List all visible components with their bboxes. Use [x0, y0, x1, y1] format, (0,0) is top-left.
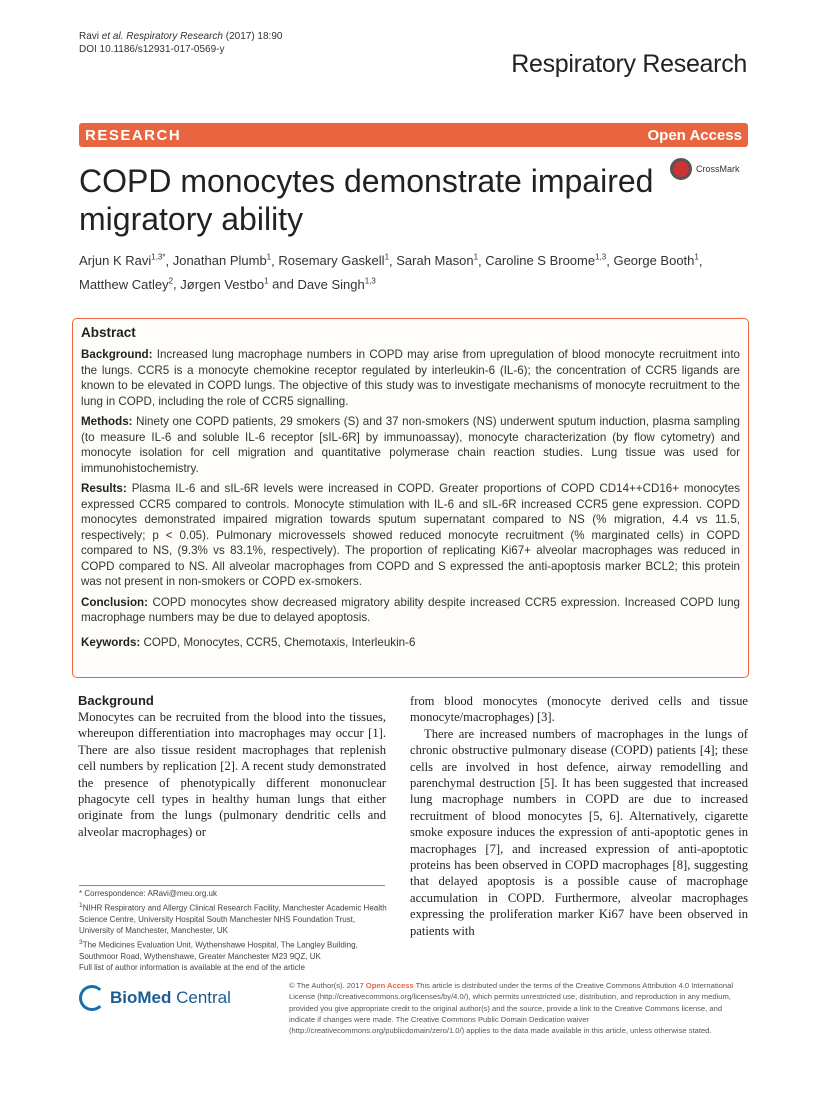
citation-volume: (2017) 18:90: [225, 31, 283, 42]
author-affiliation: 1: [266, 253, 272, 262]
author-affiliation: 1: [264, 276, 269, 286]
license-open-access: Open Access: [365, 981, 414, 990]
author: [79, 277, 173, 292]
section-heading: Background: [78, 693, 154, 708]
author-name: George Booth: [613, 253, 695, 269]
abstract-section: [81, 595, 740, 626]
abstract-section-label: Results:: [81, 482, 127, 495]
abstract-section-text: Increased lung macrophage numbers in COPD may arise from upregulation of blood monocyte recruitment into the lungs. CCR5 is a monocyte chemokine receptor regulated by interleukin-6 (IL-6); the concentration of CCR5 ligands are known to be elevated in COPD lungs. The objective of this study was to investigate mechanisms of monocyte recruitment to the lung in COPD, including the role of CCR5 signalling.: [81, 348, 740, 408]
bmc-logo-icon: [79, 985, 105, 1011]
abstract-section: [81, 414, 740, 476]
author-name: Caroline S Broome: [485, 253, 596, 269]
abstract-section-label: Methods:: [81, 415, 133, 428]
author: [278, 253, 389, 268]
abstract-section-label: Background:: [81, 348, 153, 361]
abstract-box: [72, 318, 749, 678]
citation-journal: Respiratory Research: [123, 31, 226, 42]
author: [613, 253, 698, 268]
publisher-bold: BioMed: [110, 988, 172, 1007]
author: [173, 253, 271, 268]
author-name: Dave Singh: [297, 276, 365, 292]
affiliation-text: NIHR Respiratory and Allergy Clinical Research Facility, Manchester Academic Health Science Centre, University Hospital South Manchester NHS Foundation Trust, University of Manchester, Manchester, UK: [79, 903, 387, 936]
open-access-label: Open Access: [647, 126, 742, 144]
article-type-band: [79, 123, 748, 147]
article-title: COPD monocytes demonstrate impaired migratory ability: [79, 163, 654, 237]
paragraph: There are increased numbers of macrophages in the lungs of chronic obstructive pulmonary disease (COPD) patients [4]; these cells are involved in host defence, airway remodelling and parenchymal destruction [5]. It has been suggested that increased lung macrophage numbers in COPD are due to increased recruitment of blood monocytes [5, 6]. Alternatively, cigarette smoke exposure induces the expression of anti-apoptotic genes in macrophages [7], and increased expression of anti-apoptotic proteins has been observed in COPD macrophages [8], suggesting that delayed apoptosis is a possible cause of macrophage accumulation in COPD. Furthermore, alveolar macrophages expressing the proliferation marker Ki67 have been observed in patients with: [410, 726, 748, 938]
abstract-section-label: Conclusion:: [81, 595, 148, 609]
author: [396, 253, 478, 268]
author-affiliation: 1: [473, 253, 479, 262]
author-affiliation: 1,3: [595, 253, 607, 262]
footnote-divider: [79, 885, 385, 886]
author-list: Arjun K Ravi$^{1,3*}$, Jonathan Plumb$^1$, Rosemary Gaskell$^1$, Sarah Mason$^1$, Caroline S Broome$^{1,3}$, George Booth$^1$, Matthew Catley$^2$, Jørgen Vestbo$^1$ and Dave Singh$^{1,3}$: [79, 253, 703, 292]
crossmark-icon: [670, 158, 692, 180]
license-body: This article is distributed under the terms of the Creative Commons Attribution 4.0 International License (http://creativecommons.org/licenses/by/4.0/), which permits unrestricted use, distribution, and reproduction in any medium, provided you give appropriate credit to the original author(s) and the source, provide a link to the Creative Commons license, and indicate if changes were made. The Creative Commons Public Domain Dedication waiver (http://creativecommons.org/publicdomain/zero/1.0/) applies to the data made available in this article, unless otherwise stated.: [289, 981, 734, 1036]
citation-etal: et al.: [101, 31, 124, 42]
author-name: Rosemary Gaskell: [278, 253, 385, 269]
abstract-section: [81, 347, 740, 409]
body-column-left: [78, 693, 386, 840]
abstract-section: [81, 635, 740, 651]
article-type: RESEARCH: [85, 126, 182, 144]
author-affiliation: 1,3*: [151, 253, 166, 262]
body-column-right: [410, 693, 748, 939]
author: [180, 277, 268, 292]
author-name: Arjun K Ravi: [79, 253, 152, 269]
author: [79, 253, 165, 268]
author: [485, 253, 606, 268]
abstract-section-text: Ninety one COPD patients, 29 smokers (S) and 37 non-smokers (NS) underwent sputum induction, plasma sampling (to measure IL-6 and soluble IL-6 receptor [sIL-6R] by immunoassay), monocyte characterization (by flow cytometry) and monocyte isolation for cell migration and quantitative polymerase chain reaction studies. Lung tissue was used for immunohistochemistry.: [81, 415, 740, 475]
paragraph: Monocytes can be recruited from the blood into the tissues, whereupon differentiation into macrophages may occur [1]. There are also tissue resident macrophages that replenish cell numbers by replication [2]. A recent study demonstrated the presence of phenotypically different mononuclear phagocyte cell types in healthy human lungs that either originate from the lungs (pulmonary dendritic cells and alveolar macrophages) or: [78, 710, 386, 839]
crossmark-label: CrossMark: [696, 164, 740, 174]
affiliation-3: $^3$The Medicines Evaluation Unit, Wythenshawe Hospital, The Langley Building, Southmoor Road, Wythenshawe, Greater Manchester M23 9QZ, UK: [79, 938, 358, 961]
affiliation-1: $^1$NIHR Respiratory and Allergy Clinical Research Facility, Manchester Academic Health Science Centre, University Hospital South Manchester NHS Foundation Trust, University of Manchester, Manchester, UK: [79, 901, 387, 936]
author-affiliation: 2: [168, 276, 174, 286]
author-name: Sarah Mason: [396, 253, 474, 269]
doi: DOI 10.1186/s12931-017-0569-y: [79, 44, 225, 55]
abstract-section-text: COPD, Monocytes, CCR5, Chemotaxis, Interleukin-6: [140, 635, 416, 649]
correspondence: * Correspondence: ARavi@meu.org.uk: [79, 889, 217, 898]
journal-name: Respiratory Research: [511, 50, 747, 78]
author-name: Jonathan Plumb: [172, 253, 267, 269]
author-affiliation: 1: [694, 253, 699, 262]
citation-author: Ravi: [79, 31, 102, 42]
affiliation-text: The Medicines Evaluation Unit, Wythenshawe Hospital, The Langley Building, Southmoor Road, Wythenshawe, Greater Manchester M23 9QZ, UK: [79, 940, 358, 961]
biomed-central-logo: [79, 985, 231, 1011]
author-affiliation: 1,3: [364, 276, 376, 286]
abstract-section: [81, 481, 740, 590]
abstract-section-label: Keywords:: [81, 635, 141, 649]
author-info-note: Full list of author information is available at the end of the article: [79, 963, 305, 973]
copyright: © The Author(s). 2017: [289, 981, 366, 990]
paragraph: from blood monocytes (monocyte derived cells and tissue monocyte/macrophages) [3].: [410, 694, 748, 725]
footnotes: [79, 888, 389, 974]
author-affiliation: 1: [384, 253, 390, 262]
publisher-rest: Central: [171, 988, 231, 1007]
abstract-section-text: COPD monocytes show decreased migratory ability despite increased CCR5 expression. Increased COPD lung macrophage numbers may be due to delayed apoptosis.: [81, 595, 740, 624]
author-name: Matthew Catley: [79, 276, 169, 292]
abstract-heading: Abstract: [81, 325, 136, 340]
crossmark-button[interactable]: [670, 158, 740, 180]
abstract-section-text: Plasma IL-6 and sIL-6R levels were increased in COPD. Greater proportions of COPD CD14++CD16+ monocytes expressed CCR5 compared to controls. Monocyte stimulation with IL-6 and sIL-6R increased CCR5 gene expression. COPD monocytes demonstrated impaired migration towards sputum supernatant compared to NS (% migration, 4.4 vs 11.5, respectively; p < 0.05). Pulmonary microvessels showed reduced monocyte recruitment (% marginated cells) in COPD compared to NS, (9.3% vs 83.1%, respectively). The proportion of replicating Ki67+ alveolar macrophages was reduced in COPD compared to NS. All alveolar macrophages from COPD and S expressed the anti-apoptosis marker BCL2; this protein was not present in non-smokers or COPD ex-smokers.: [81, 482, 740, 588]
author-name: Jørgen Vestbo: [180, 276, 265, 292]
citation: [79, 30, 282, 56]
author: [297, 277, 375, 292]
license-text: [289, 980, 749, 1036]
